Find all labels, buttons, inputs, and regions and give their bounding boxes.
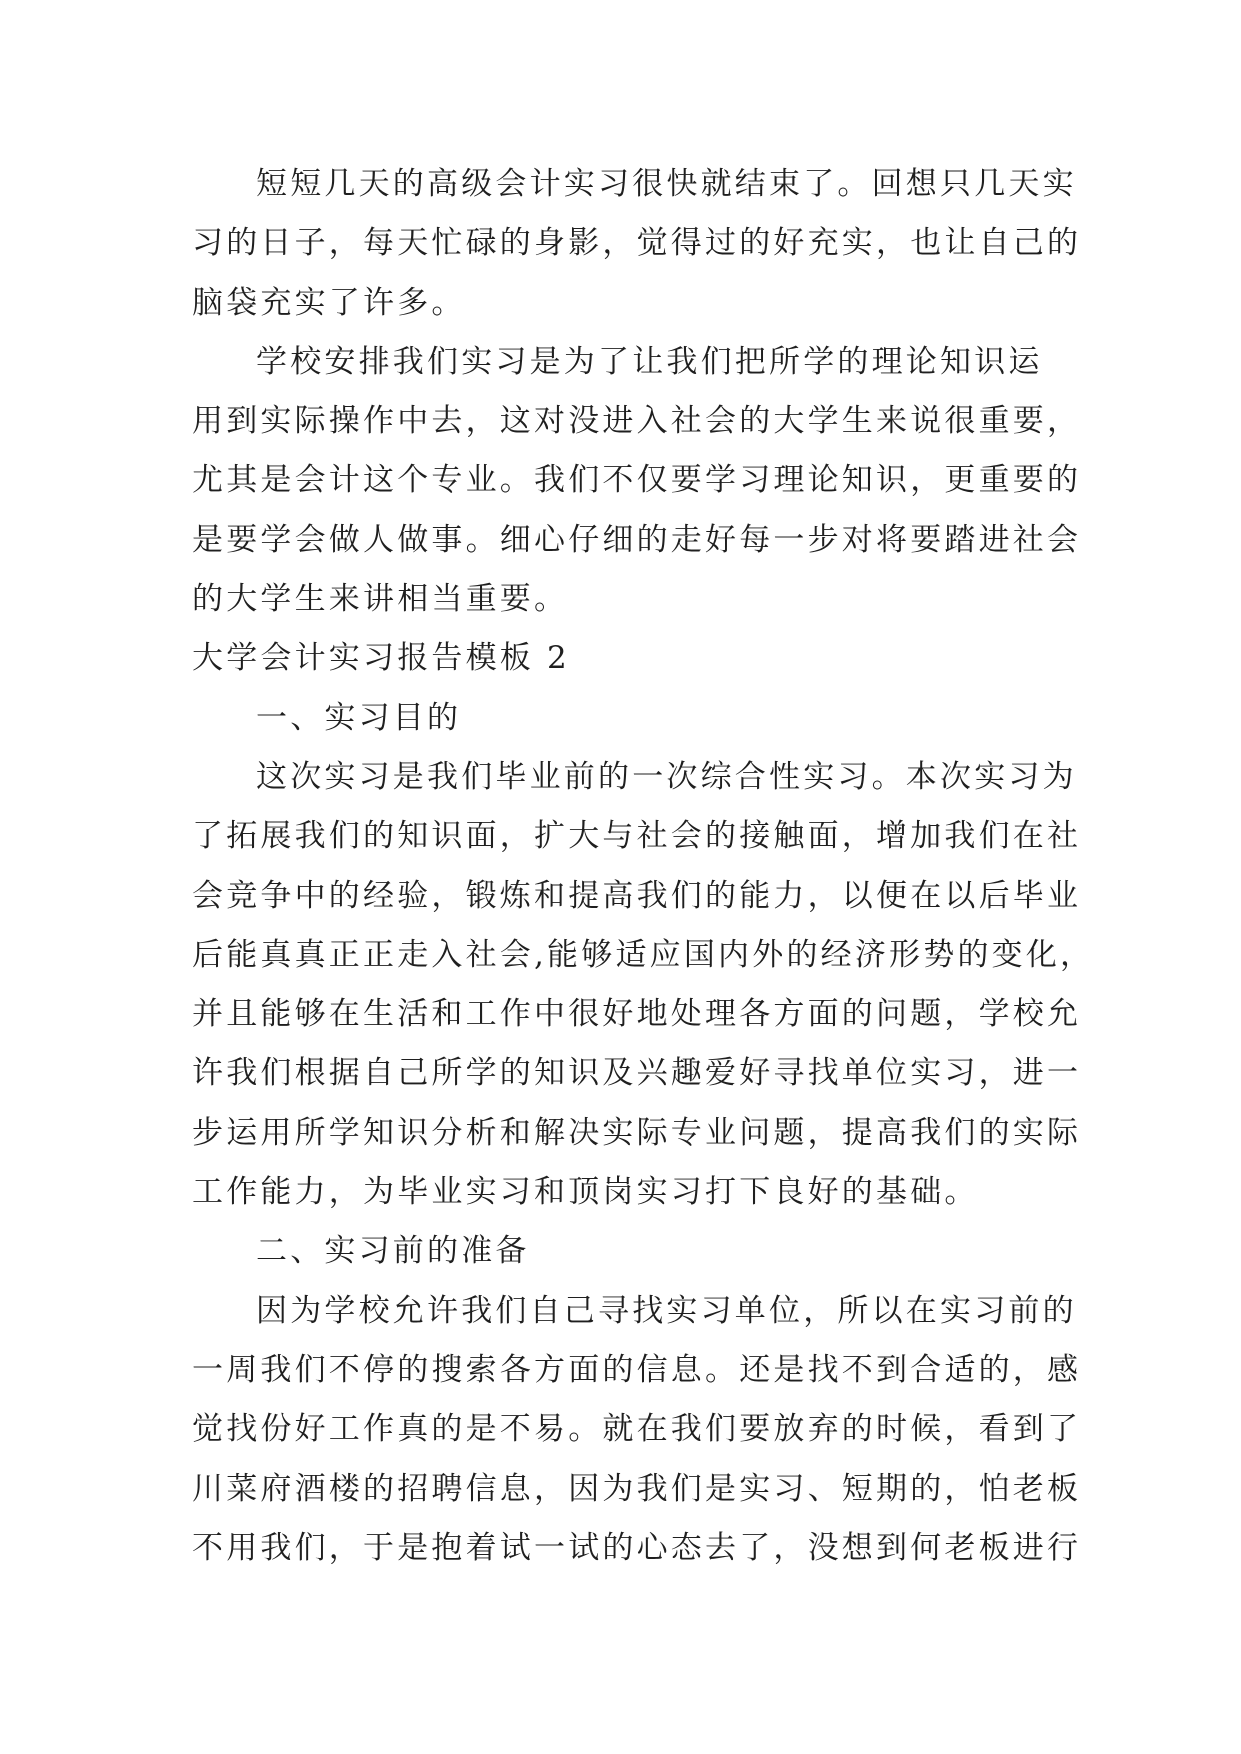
text-line: 许我们根据自己所学的知识及兴趣爱好寻找单位实习，进一: [192, 1055, 1082, 1092]
text-line: 脑袋充实了许多。: [192, 284, 466, 321]
text-line: 了拓展我们的知识面，扩大与社会的接触面，增加我们在社: [192, 818, 1082, 855]
text-line: 觉找份好工作真的是不易。就在我们要放弃的时候，看到了: [192, 1411, 1082, 1448]
text-line: 川菜府酒楼的招聘信息，因为我们是实习、短期的，怕老板: [192, 1470, 1082, 1507]
text-line: 的大学生来讲相当重要。: [192, 581, 569, 618]
text-line: 一、实习目的: [256, 699, 462, 736]
text-line: 大学会计实习报告模板 2: [192, 640, 570, 677]
text-line: 这次实习是我们毕业前的一次综合性实习。本次实习为: [256, 758, 1077, 795]
text-line: 不用我们，于是抱着试一试的心态去了，没想到何老板进行: [192, 1529, 1082, 1566]
text-line: 并且能够在生活和工作中很好地处理各方面的问题，学校允: [192, 996, 1082, 1033]
text-line: 工作能力，为毕业实习和顶岗实习打下良好的基础。: [192, 1174, 979, 1211]
text-line: 习的日子，每天忙碌的身影，觉得过的好充实，也让自己的: [192, 225, 1082, 262]
text-line: 后能真真正正走入社会,能够适应国内外的经济形势的变化，: [192, 936, 1095, 973]
text-line: 会竞争中的经验，锻炼和提高我们的能力，以便在以后毕业: [192, 877, 1082, 914]
text-line: 用到实际操作中去，这对没进入社会的大学生来说很重要，: [192, 403, 1082, 440]
text-line: 因为学校允许我们自己寻找实习单位，所以在实习前的: [256, 1292, 1077, 1329]
text-line: 一周我们不停的搜索各方面的信息。还是找不到合适的，感: [192, 1351, 1082, 1388]
document-body: [192, 155, 1095, 1578]
text-line: 二、实习前的准备: [256, 1233, 530, 1270]
text-line: 尤其是会计这个专业。我们不仅要学习理论知识，更重要的: [192, 462, 1082, 499]
text-line: 短短几天的高级会计实习很快就结束了。回想只几天实: [256, 166, 1077, 202]
text-line: 学校安排我们实习是为了让我们把所学的理论知识运: [256, 343, 1043, 380]
text-line: 是要学会做人做事。细心仔细的走好每一步对将要踏进社会: [192, 521, 1082, 558]
text-line: 步运用所学知识分析和解决实际专业问题，提高我们的实际: [192, 1114, 1082, 1151]
